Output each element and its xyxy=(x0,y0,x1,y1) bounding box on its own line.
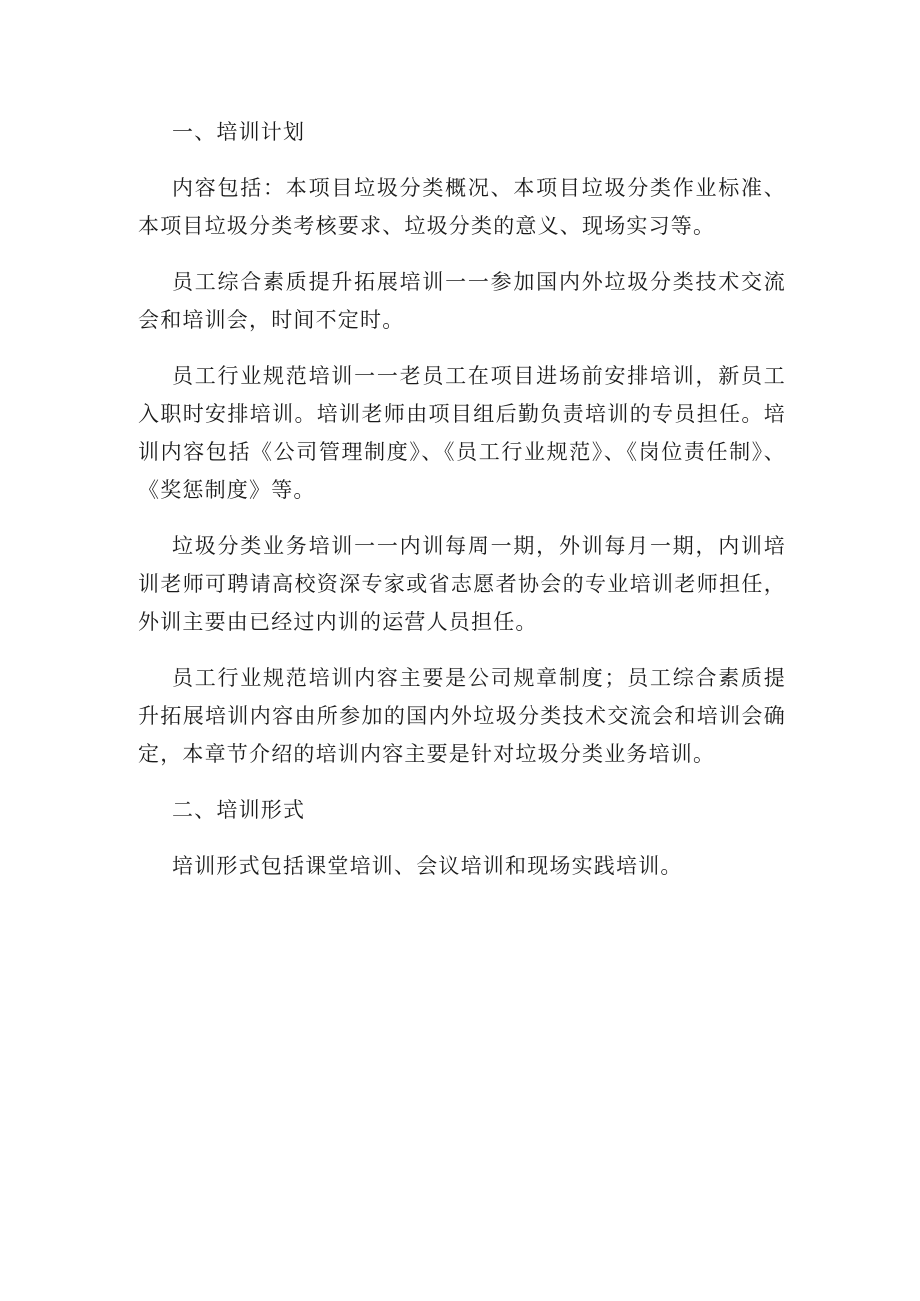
paragraph-business-training: 垃圾分类业务培训一一内训每周一期，外训每月一期，内训培训老师可聘请高校资深专家或省志愿者协会的专业培训老师担任，外训主要由已经过内训的运营人员担任。 xyxy=(138,534,786,634)
paragraph-quality-training: 员工综合素质提升拓展培训一一参加国内外垃圾分类技术交流会和培训会，时间不定时。 xyxy=(138,270,786,332)
section-heading-training-plan: 一、培训计划 xyxy=(172,120,306,144)
section-heading-training-format: 二、培训形式 xyxy=(172,798,306,822)
paragraph-industry-norms-training: 员工行业规范培训一一老员工在项目进场前安排培训，新员工入职时安排培训。培训老师由项目组后勤负责培训的专员担任。培训内容包括《公司管理制度》、《员工行业规范》、《岗位责任制》、《奖惩制度》等。 xyxy=(138,364,786,502)
paragraph-training-content-summary: 员工行业规范培训内容主要是公司规章制度；员工综合素质提升拓展培训内容由所参加的国内外垃圾分类技术交流会和培训会确定，本章节介绍的培训内容主要是针对垃圾分类业务培训。 xyxy=(138,666,786,766)
document-body xyxy=(138,113,786,903)
paragraph-training-format: 培训形式包括课堂培训、会议培训和现场实践培训。 xyxy=(172,854,683,878)
paragraph-content-scope: 内容包括：本项目垃圾分类概况、本项目垃圾分类作业标准、本项目垃圾分类考核要求、垃圾分类的意义、现场实习等。 xyxy=(138,176,786,238)
